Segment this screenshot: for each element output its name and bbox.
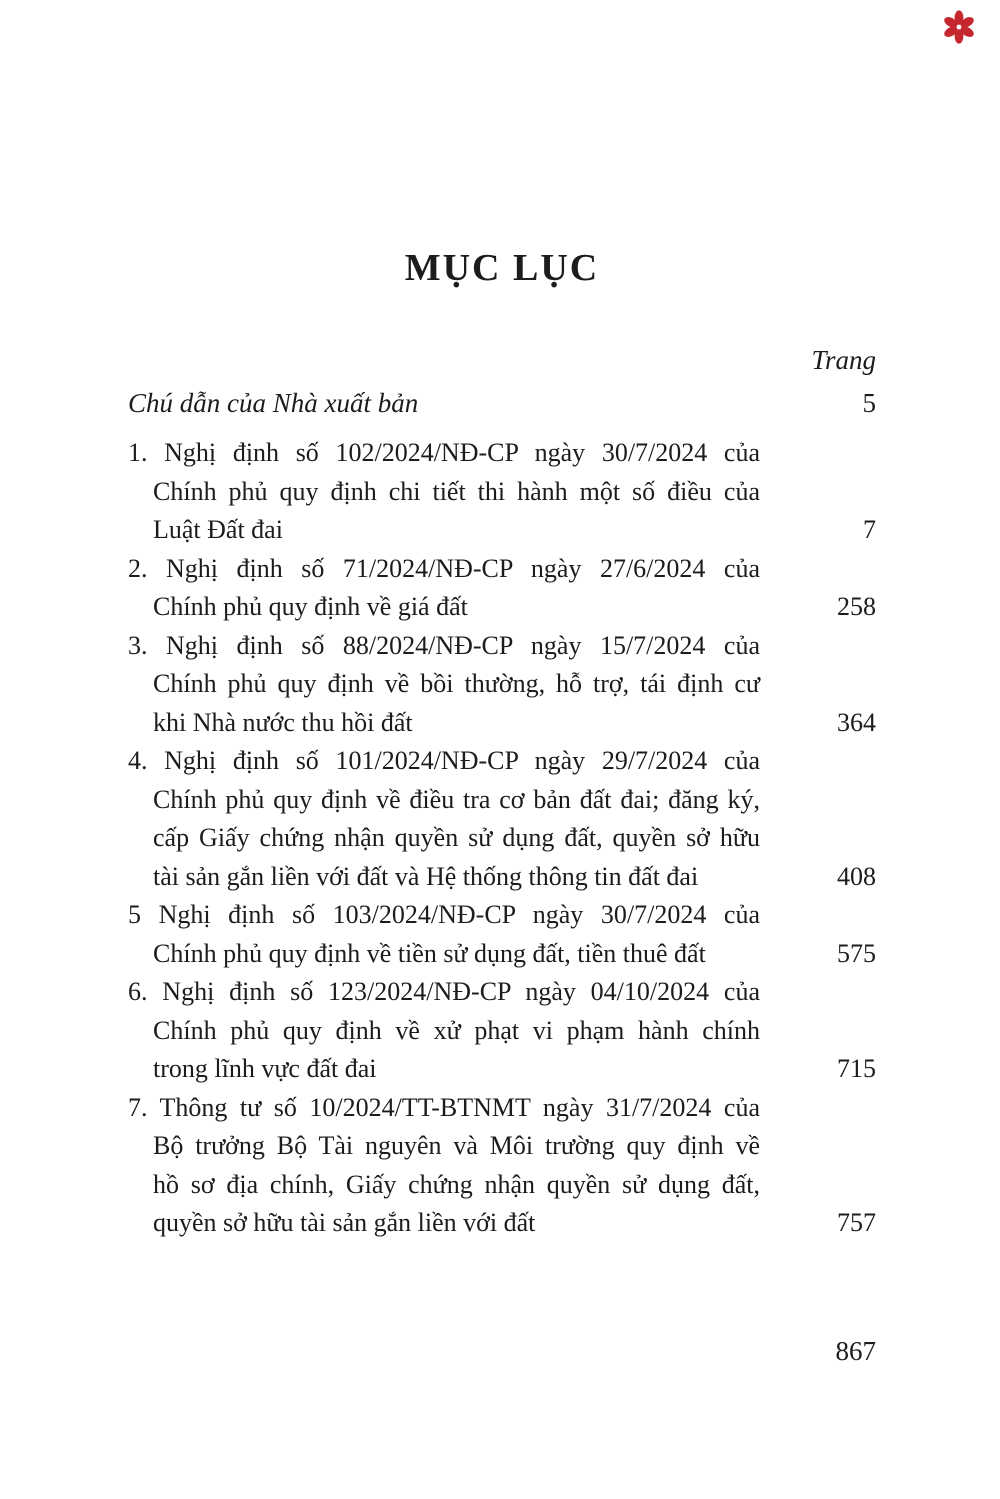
page-folio: 867 xyxy=(835,1336,876,1366)
page-title: MỤC LỤC xyxy=(404,247,600,289)
toc-entry-line: tài sản gắn liền với đất và Hệ thống thông tin đất đai xyxy=(153,861,699,891)
toc-entry-line: Chính phủ quy định về xử phạt vi phạm hành chính xyxy=(153,1015,760,1045)
toc-entry-page: 408 xyxy=(837,861,876,891)
toc-entry-text xyxy=(128,973,760,1089)
toc-entry xyxy=(128,627,876,743)
toc-entry-page: 757 xyxy=(837,1208,876,1237)
toc-entry-line: cấp Giấy chứng nhận quyền sử dụng đất, quyền sở hữu xyxy=(153,823,760,852)
toc-entry xyxy=(128,896,876,973)
toc-entry-line: 5 Nghị định số 103/2024/NĐ-CP ngày 30/7/2024 của xyxy=(128,900,760,929)
toc-list xyxy=(128,434,876,1243)
toc-entry-text xyxy=(128,1089,760,1243)
toc-entry-line: 1. Nghị định số 102/2024/NĐ-CP ngày 30/7/2024 của xyxy=(128,438,760,467)
page-column-header: Trang xyxy=(811,345,876,375)
toc-entry-line: trong lĩnh vực đất đai xyxy=(153,1054,377,1083)
toc-entry-line: quyền sở hữu tài sản gắn liền với đất xyxy=(153,1208,536,1237)
toc-entry-line: Luật Đất đai xyxy=(153,515,283,544)
toc-entry-line: 6. Nghị định số 123/2024/NĐ-CP ngày 04/10/2024 của xyxy=(128,977,760,1006)
toc-entry-line: Chính phủ quy định về tiền sử dụng đất, tiền thuê đất xyxy=(153,938,706,968)
toc-entry-line: Chính phủ quy định về điều tra cơ bản đất đai; đăng ký, xyxy=(153,784,760,814)
toc-entry xyxy=(128,742,876,896)
toc-entry-page: 364 xyxy=(837,707,876,737)
toc-entry-text xyxy=(128,896,760,973)
toc-preface-row xyxy=(128,386,876,420)
toc-entry-text xyxy=(128,742,760,896)
toc-entry xyxy=(128,1089,876,1243)
toc-entry-page: 715 xyxy=(837,1054,876,1083)
toc-entry-line: Chính phủ quy định về bồi thường, hỗ trợ, tái định cư xyxy=(153,669,760,698)
toc-entry-line: Chính phủ quy định chi tiết thi hành một số điều của xyxy=(153,476,760,506)
toc-entry xyxy=(128,550,876,627)
toc-entry-line: khi Nhà nước thu hồi đất xyxy=(153,707,413,737)
toc-entry xyxy=(128,973,876,1089)
toc-preface-page: 5 xyxy=(862,388,876,418)
toc-entry-text xyxy=(128,550,760,627)
toc-entry-text xyxy=(128,434,760,550)
toc-entry-line: 2. Nghị định số 71/2024/NĐ-CP ngày 27/6/2024 của xyxy=(128,553,760,583)
toc-entry-line: Chính phủ quy định về giá đất xyxy=(153,592,468,621)
toc-entry-page: 575 xyxy=(837,938,876,968)
toc-entry-line: 7. Thông tư số 10/2024/TT-BTNMT ngày 31/7/2024 của xyxy=(128,1092,760,1122)
toc-entry-line: 3. Nghị định số 88/2024/NĐ-CP ngày 15/7/2024 của xyxy=(128,630,760,660)
flower-ornament-icon xyxy=(942,10,976,44)
toc-entry-text xyxy=(128,627,760,743)
toc-entry xyxy=(128,434,876,550)
toc-content xyxy=(128,0,876,1243)
toc-preface-label: Chú dẫn của Nhà xuất bản xyxy=(128,388,419,418)
toc-entry-page: 7 xyxy=(863,515,876,544)
toc-entry-line: 4. Nghị định số 101/2024/NĐ-CP ngày 29/7/2024 của xyxy=(128,746,760,775)
toc-entry-page: 258 xyxy=(837,592,876,621)
toc-entry-line: hồ sơ địa chính, Giấy chứng nhận quyền sử dụng đất, xyxy=(153,1169,760,1199)
toc-entry-line: Bộ trưởng Bộ Tài nguyên và Môi trường quy định về xyxy=(153,1131,760,1160)
